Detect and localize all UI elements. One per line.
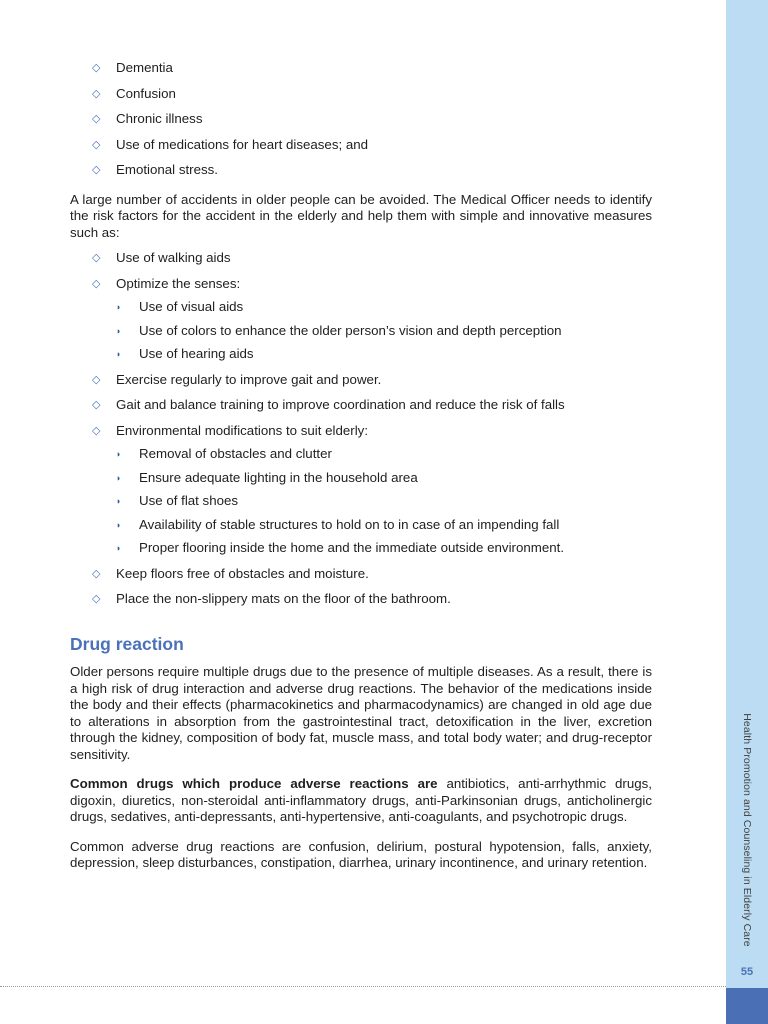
list-item: ◇ Chronic illness bbox=[92, 111, 203, 126]
footer-divider bbox=[0, 986, 726, 987]
list-item: ◇ Environmental modifications to suit elderly: ◗ Removal of obstacles and clutter ◗ Ensure adequate lighting in the household area ◗ Use of flat shoes ◗ Availability of stable structures to hold on to in case of an impending fall ◗ Proper flooring inside the home and the immediate outside environment. bbox=[70, 423, 652, 557]
sublist-item: ◗ Use of visual aids bbox=[116, 299, 244, 314]
diamond-bullet-icon: ◇ bbox=[92, 424, 101, 437]
diamond-bullet-icon: ◇ bbox=[92, 567, 101, 580]
list-item: ◇ Emotional stress. bbox=[92, 162, 218, 177]
paragraph-text: antibiotics, anti-arrhythmic drugs, digoxin, diuretics, non-steroidal anti-inflammatory drugs, anti-Parkinsonian drugs, anticholinergic drugs, sedatives, anti-depressants, anti-hypertensive, anti-coagulants, and psychotropic drugs. bbox=[70, 776, 652, 824]
diamond-bullet-icon: ◇ bbox=[92, 593, 101, 605]
bold-lead-text: Common drugs which produce adverse reactions are bbox=[70, 776, 438, 791]
list-item: ◇ Keep floors free of obstacles and moisture. bbox=[92, 565, 369, 581]
chevron-bullet-icon: ◗ bbox=[116, 302, 122, 312]
paragraph-adverse-reactions: Common adverse drug reactions are confusion, delirium, postural hypotension, falls, anxiety, depression, sleep disturbances, constipation, diarrhea, urinary incontinence, and urinary retention. bbox=[70, 838, 652, 870]
sublist-item: ◗ Use of hearing aids bbox=[116, 346, 254, 361]
diamond-bullet-icon: ◇ bbox=[92, 62, 101, 74]
diamond-bullet-icon: ◇ bbox=[92, 87, 101, 100]
paragraph-common-drugs bbox=[70, 776, 652, 826]
sublist-item: ◗ Proper flooring inside the home and the immediate outside environment. bbox=[116, 540, 565, 555]
list-item: ◇ Place the non-slippery mats on the floor of the bathroom. bbox=[92, 591, 451, 606]
risk-factor-list bbox=[70, 60, 652, 179]
sublist-item: ◗ Availability of stable structures to hold on to in case of an impending fall bbox=[116, 516, 560, 532]
chevron-bullet-icon: ◗ bbox=[116, 449, 122, 459]
chevron-bullet-icon: ◗ bbox=[116, 543, 122, 553]
list-item: ◇ Optimize the senses: ◗ Use of visual aids ◗ Use of colors to enhance the older person’s vision and depth perception ◗ Use of hearing aids bbox=[70, 276, 652, 363]
side-band-footer bbox=[726, 988, 768, 1024]
list-item: ◇ Exercise regularly to improve gait and power. bbox=[92, 371, 382, 387]
sublist-item: ◗ Removal of obstacles and clutter bbox=[116, 446, 332, 461]
diamond-bullet-icon: ◇ bbox=[92, 399, 101, 411]
chevron-bullet-icon: ◗ bbox=[116, 472, 122, 483]
sublist-item: ◗ Use of colors to enhance the older person’s vision and depth perception bbox=[116, 322, 562, 338]
environment-sublist bbox=[116, 446, 652, 557]
page-number: 55 bbox=[740, 966, 754, 978]
chevron-bullet-icon: ◗ bbox=[116, 519, 122, 530]
sublist-item: ◗ Use of flat shoes bbox=[116, 493, 239, 508]
diamond-bullet-icon: ◇ bbox=[92, 164, 101, 176]
paragraph-accidents: A large number of accidents in older people can be avoided. The Medical Officer needs to identify the risk factors for the accident in the elderly and help them with simple and innovative measures such as: bbox=[70, 191, 652, 240]
list-item: ◇ Gait and balance training to improve coordination and reduce the risk of falls bbox=[92, 397, 565, 412]
diamond-bullet-icon: ◇ bbox=[92, 277, 101, 290]
page-content bbox=[70, 60, 652, 881]
list-item: ◇ Confusion bbox=[92, 85, 176, 101]
diamond-bullet-icon: ◇ bbox=[92, 138, 101, 151]
chevron-bullet-icon: ◗ bbox=[116, 496, 122, 506]
list-item: ◇ Dementia bbox=[92, 60, 173, 75]
running-title: Health Promotion and Counseling in Elderly Care bbox=[741, 713, 753, 947]
senses-sublist bbox=[116, 299, 652, 363]
chevron-bullet-icon: ◗ bbox=[116, 325, 122, 336]
sublist-item: ◗ Ensure adequate lighting in the household area bbox=[116, 469, 418, 485]
diamond-bullet-icon: ◇ bbox=[92, 373, 101, 386]
list-item: ◇ Use of medications for heart diseases; and bbox=[92, 136, 369, 152]
prevention-measures-list bbox=[70, 250, 652, 608]
paragraph-drug-intro: Older persons require multiple drugs due to the presence of multiple diseases. As a result, there is a high risk of drug interaction and adverse drug reactions. The behavior of the medications inside the body and their effects (pharmacokinetics and pharmacodynamics) are changed in old age due to alterations in absorption from the gastrointestinal tract, detoxification in the liver, excretion through the kidney, composition of body fat, muscle mass, and total body water; and drug-receptor sensitivity. bbox=[70, 664, 652, 762]
section-heading-drug-reaction: Drug reaction bbox=[70, 633, 184, 654]
diamond-bullet-icon: ◇ bbox=[92, 252, 101, 264]
diamond-bullet-icon: ◇ bbox=[92, 113, 101, 125]
chevron-bullet-icon: ◗ bbox=[116, 349, 122, 359]
list-item: ◇ Use of walking aids bbox=[92, 250, 231, 265]
